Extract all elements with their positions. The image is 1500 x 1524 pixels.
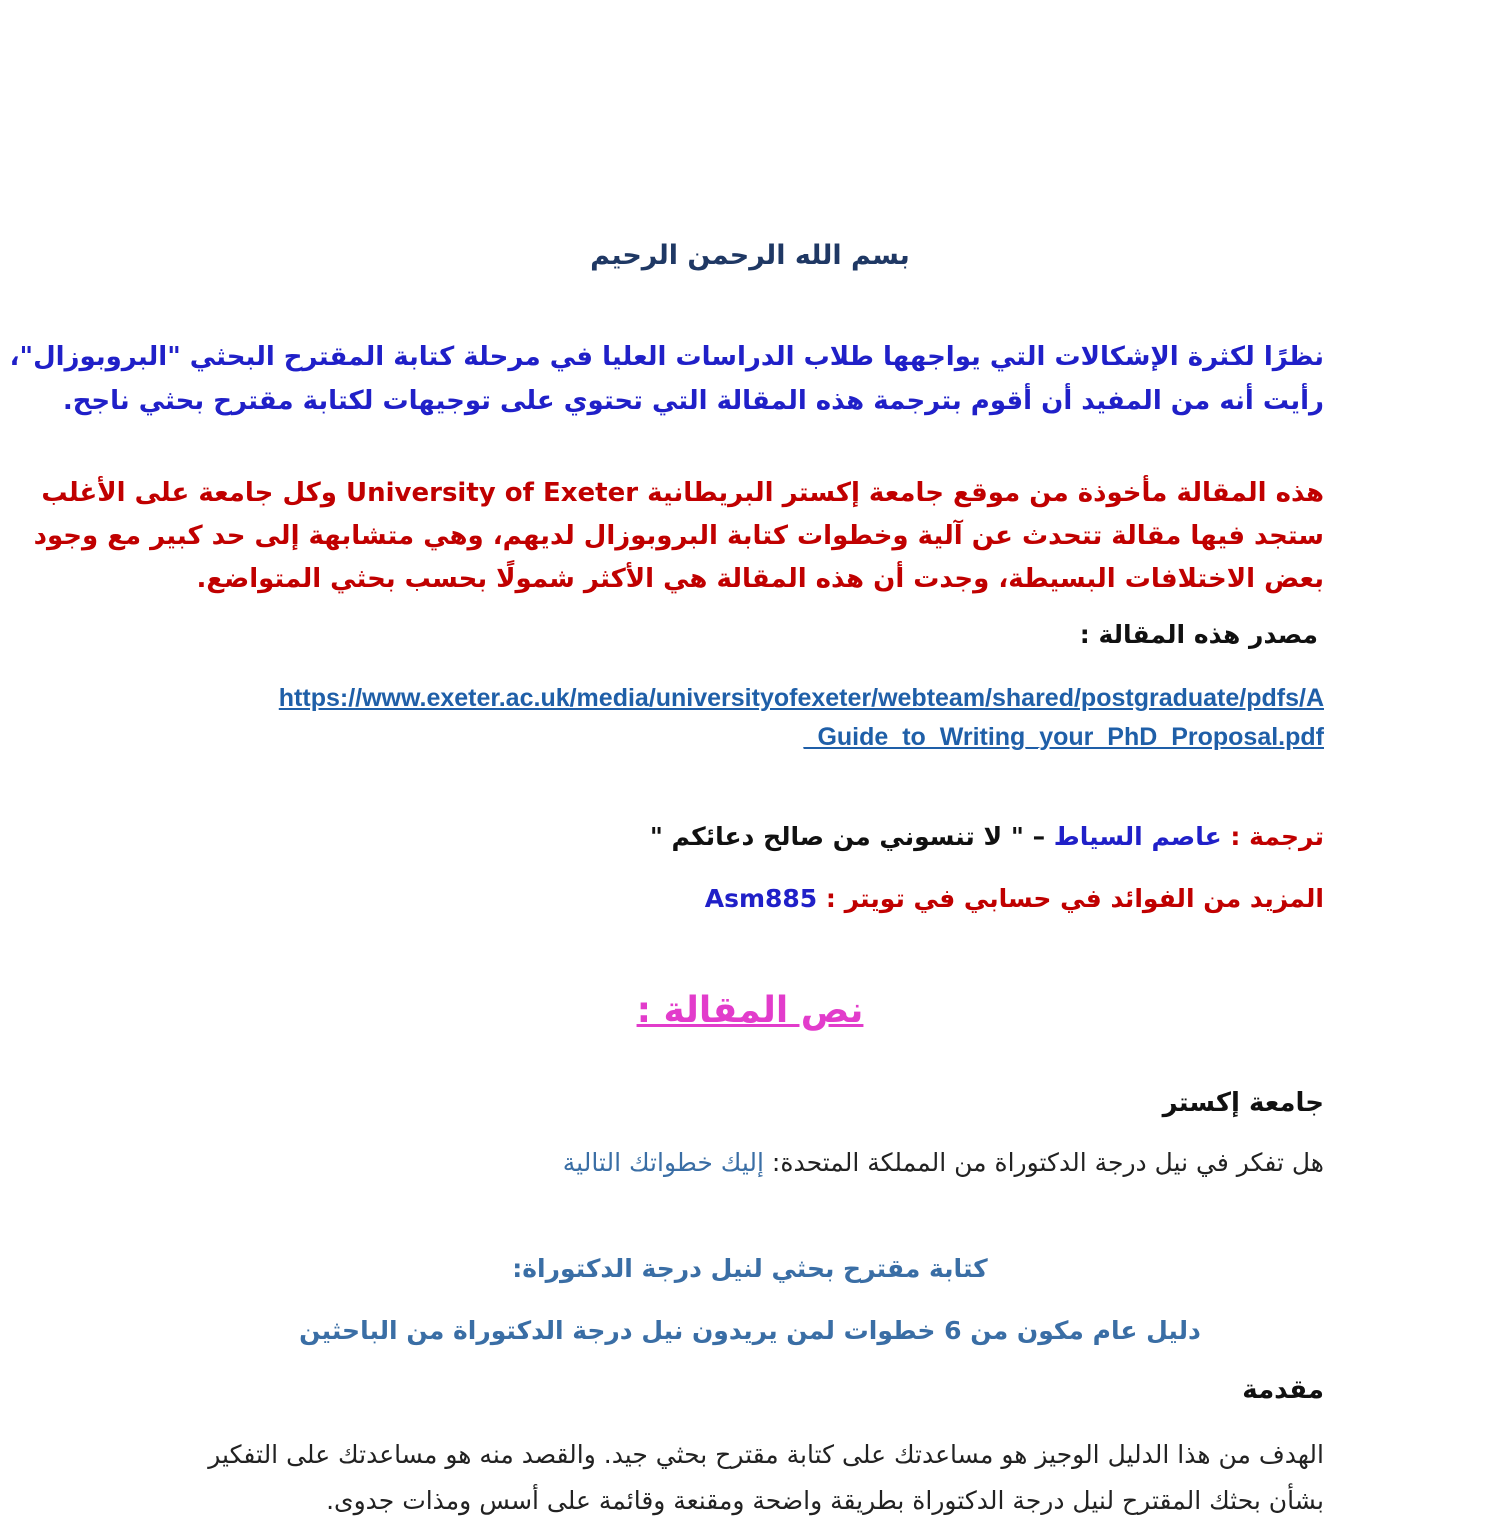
source-link-line-1[interactable]: https://www.exeter.ac.uk/media/universityofexeter/webteam/shared/postgraduate/pdfs/A	[278, 684, 1324, 712]
twitter-label: المزيد من الفوائد في حسابي في تويتر :	[825, 884, 1324, 913]
guide-heading: دليل عام مكون من 6 خطوات لمن يريدون نيل درجة الدكتوراة من الباحثين	[299, 1316, 1201, 1345]
introduction-heading: مقدمة	[1242, 1375, 1324, 1405]
proposal-heading: كتابة مقترح بحثي لنيل درجة الدكتوراة:	[512, 1254, 988, 1283]
intro-line-2: رأيت أنه من المفيد أن أقوم بترجمة هذه المقالة التي تحتوي على توجيهات لكتابة مقترح بحثي ناجح.	[62, 386, 1324, 416]
question-text: هل تفكر في نيل درجة الدكتوراة من المملكة المتحدة:	[771, 1148, 1324, 1177]
body-line-1: الهدف من هذا الدليل الوجيز هو مساعدتك على كتابة مقترح بحثي جيد. والقصد منه هو مساعدتك على التفكير	[208, 1440, 1324, 1469]
intro-line-1: نظرًا لكثرة الإشكالات التي يواجهها طلاب الدراسات العليا في مرحلة كتابة المقترح البحثي "البروبوزال"،	[9, 342, 1324, 372]
basmala-heading: بسم الله الرحمن الرحيم	[590, 240, 910, 271]
note-line-2: ستجد فيها مقالة تتحدث عن آلية وخطوات كتابة البروبوزال لديهم، وهي متشابهة إلى حد كبير مع وجود	[33, 521, 1324, 551]
note-line-3: بعض الاختلافات البسيطة، وجدت أن هذه المقالة هي الأكثر شمولًا بحسب بحثي المتواضع.	[196, 564, 1324, 594]
source-label: مصدر هذه المقالة :	[1079, 620, 1318, 649]
translation-dash: –	[1032, 822, 1046, 851]
question-line	[176, 1148, 1324, 1177]
article-title: نص المقالة :	[636, 990, 864, 1031]
translation-credit	[176, 822, 1324, 851]
university-heading: جامعة إكستر	[1162, 1088, 1324, 1118]
note-line-1: هذه المقالة مأخوذة من موقع جامعة إكستر البريطانية University of Exeter وكل جامعة على الأغلب	[41, 478, 1324, 508]
source-link-line-2[interactable]: _Guide_to_Writing_your_PhD_Proposal.pdf	[803, 723, 1324, 751]
question-steps-link[interactable]: إليك خطواتك التالية	[562, 1148, 764, 1177]
translation-prayer: " لا تنسوني من صالح دعائكم "	[649, 822, 1024, 851]
body-line-2: بشأن بحثك المقترح لنيل درجة الدكتوراة بطريقة واضحة ومقنعة وقائمة على أسس ومذات جدوى.	[326, 1486, 1324, 1515]
twitter-line	[176, 884, 1324, 913]
twitter-handle[interactable]: Asm885	[704, 884, 818, 913]
translation-label: ترجمة :	[1230, 822, 1324, 851]
translator-name: عاصم السياط	[1053, 822, 1222, 851]
